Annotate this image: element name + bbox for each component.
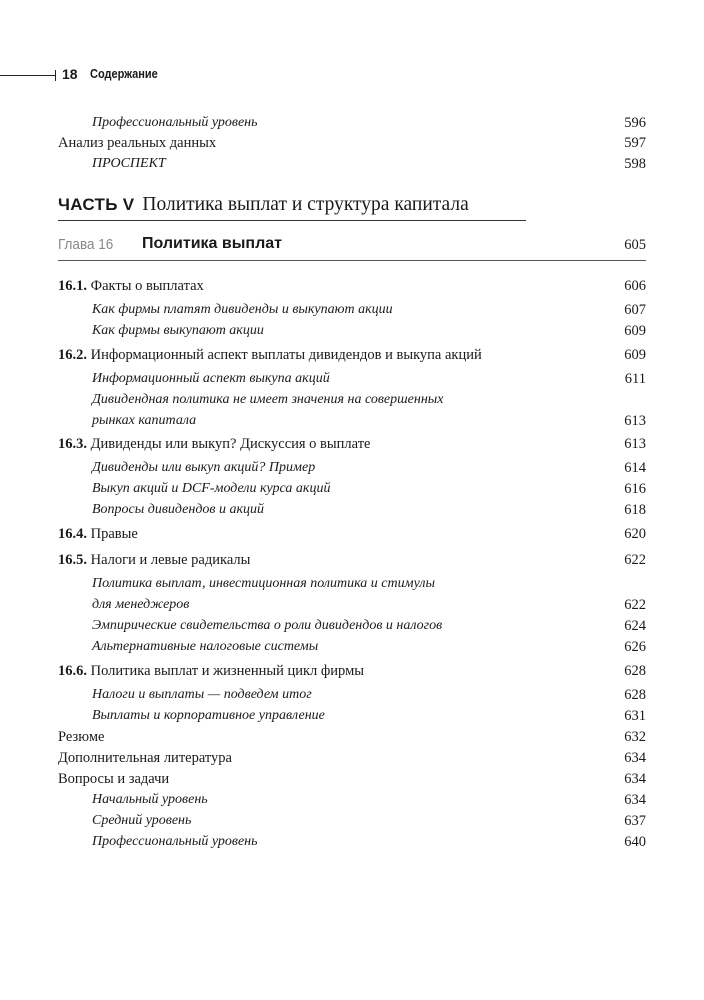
toc-entry-title: [92, 113, 258, 133]
entry-text: Средний уровень: [92, 813, 192, 828]
section-number: 16.1.: [58, 278, 87, 294]
section-number: 16.6.: [58, 663, 87, 679]
toc-subentry: [58, 369, 646, 389]
entry-text: Дополнительная литература: [58, 750, 232, 766]
toc-entry-title: [92, 574, 435, 594]
toc-entry-page: 613: [624, 436, 646, 452]
toc-entry-title: [92, 154, 166, 174]
toc-entry-title: [58, 748, 232, 768]
toc-entry-title: [58, 276, 204, 296]
toc-entry-page: 622: [624, 552, 646, 568]
entry-text: Как фирмы платят дивиденды и выкупают акции: [92, 302, 393, 317]
toc-subentry: [58, 832, 646, 852]
toc-entry-title: [58, 434, 370, 454]
entry-text: Как фирмы выкупают акции: [92, 323, 264, 338]
part-label: ЧАСТЬ V: [58, 195, 135, 214]
toc-entry-title: [92, 595, 189, 615]
toc-entry-page: 626: [624, 639, 646, 655]
toc-subentry: [58, 479, 646, 499]
entry-text: Дивидендная политика не имеет значения на совершенных: [92, 392, 444, 407]
running-head-rule: [0, 75, 55, 76]
toc-subentry: [58, 154, 646, 174]
toc-subentry: [58, 458, 646, 478]
toc-entry-page: 606: [624, 278, 646, 294]
toc-entry-page: 628: [624, 687, 646, 703]
toc-entry-page: 618: [624, 502, 646, 518]
entry-text: Вопросы и задачи: [58, 771, 170, 787]
toc-entry-title: [92, 685, 312, 705]
toc-entry-page: 609: [624, 323, 646, 339]
entry-text: Резюме: [58, 729, 105, 745]
part-heading: [58, 194, 469, 220]
running-head-tick: [55, 70, 56, 81]
toc-entry-title: [92, 369, 330, 389]
entry-text: Альтернативные налоговые системы: [92, 639, 319, 654]
entry-text: Дивиденды или выкуп? Дискуссия о выплате: [90, 436, 371, 452]
toc-entry: [58, 661, 646, 681]
entry-text: Политика выплат, инвестиционная политика и стимулы: [92, 576, 435, 591]
toc-entry-page: 614: [624, 460, 646, 476]
toc-entry-page: 597: [624, 135, 646, 151]
toc-entry-page: 631: [624, 708, 646, 724]
section-number: 16.3.: [58, 436, 87, 452]
toc-entry: [58, 345, 646, 365]
toc-entry-title: [58, 524, 138, 544]
entry-text: Профессиональный уровень: [92, 834, 258, 849]
entry-text: для менеджеров: [92, 597, 190, 612]
entry-text: Политика выплат и жизненный цикл фирмы: [90, 663, 365, 679]
entry-text: Информационный аспект выкупа акций: [92, 371, 330, 386]
toc-entry-page: 634: [624, 771, 646, 787]
toc-entry-title: [92, 411, 196, 431]
toc-subentry: [58, 411, 646, 431]
part-title: Политика выплат и структура капитала: [142, 194, 469, 215]
page-number: 18: [62, 66, 78, 82]
toc-subentry: [58, 113, 646, 133]
entry-text: Дивиденды или выкуп акций? Пример: [92, 460, 316, 475]
entry-text: ПРОСПЕКТ: [92, 156, 166, 171]
toc-entry-page: 637: [624, 813, 646, 829]
entry-text: рынках капитала: [92, 413, 197, 428]
toc-entry-title: [58, 345, 482, 365]
toc-subentry: [58, 811, 646, 831]
section-number: 16.4.: [58, 526, 87, 542]
entry-text: Начальный уровень: [92, 792, 208, 807]
toc-entry-page: 632: [624, 729, 646, 745]
toc-entry-title: [58, 769, 169, 789]
toc-entry-page: 622: [624, 597, 646, 613]
entry-text: Информационный аспект выплаты дивидендов и выкупа акций: [90, 347, 482, 363]
toc-entry: [58, 276, 646, 296]
toc-entry-title: [92, 637, 318, 657]
toc-entry-title: [92, 300, 393, 320]
toc-entry: [58, 727, 646, 747]
toc-entry-page: 607: [624, 302, 646, 318]
entry-text: Факты о выплатах: [90, 278, 204, 294]
toc-subentry: [58, 595, 646, 615]
toc-subentry: [58, 790, 646, 810]
toc-entry-title: [58, 727, 104, 747]
toc-entry: [58, 524, 646, 544]
running-head-section: Содержание: [90, 67, 158, 81]
toc-entry-title: [58, 133, 216, 153]
toc-entry: [58, 748, 646, 768]
toc-entry-page: 634: [624, 750, 646, 766]
toc-subentry: [58, 685, 646, 705]
entry-text: Вопросы дивидендов и акций: [92, 502, 265, 517]
toc-entry-title: [92, 832, 258, 852]
entry-text: Эмпирические свидетельства о роли дивидендов и налогов: [92, 618, 443, 633]
entry-text: Выплаты и корпоративное управление: [92, 708, 325, 723]
toc-entry-page: 613: [624, 413, 646, 429]
entry-text: Налоги и левые радикалы: [90, 552, 251, 568]
toc-entry-title: [92, 811, 191, 831]
toc-entry-page: 628: [624, 663, 646, 679]
section-number: 16.2.: [58, 347, 87, 363]
toc-entry-page: 598: [624, 156, 646, 172]
toc-entry-title: [92, 500, 264, 520]
toc-entry-title: [92, 390, 443, 410]
section-number: 16.5.: [58, 552, 87, 568]
toc-subentry: [58, 637, 646, 657]
toc-entry-title: [58, 661, 364, 681]
toc-entry-title: [92, 706, 325, 726]
toc-entry-title: [92, 321, 264, 341]
toc-subentry: [58, 321, 646, 341]
toc-entry: [58, 434, 646, 454]
toc-entry-page: 624: [624, 618, 646, 634]
toc-subentry: [58, 574, 646, 594]
entry-text: Правые: [90, 526, 138, 542]
entry-text: Налоги и выплаты — подведем итог: [92, 687, 312, 702]
toc-entry: [58, 133, 646, 153]
toc-entry: [58, 550, 646, 570]
toc-entry-page: 609: [624, 347, 646, 363]
chapter-title: Политика выплат: [142, 235, 282, 252]
chapter-page: 605: [624, 237, 646, 253]
entry-text: Профессиональный уровень: [92, 115, 258, 130]
toc-subentry: [58, 616, 646, 636]
entry-text: Анализ реальных данных: [58, 135, 217, 151]
toc-subentry: [58, 706, 646, 726]
toc-entry-page: 640: [624, 834, 646, 850]
toc-entry: [58, 769, 646, 789]
toc-subentry: [58, 300, 646, 320]
toc-subentry: [58, 390, 646, 410]
chapter-rule: [58, 260, 646, 261]
part-underline: [58, 220, 526, 221]
toc-subentry: [58, 500, 646, 520]
toc-entry-page: 611: [624, 371, 646, 387]
toc-entry-page: 616: [624, 481, 646, 497]
entry-text: Выкуп акций и DCF-модели курса акций: [92, 481, 331, 496]
toc-entry-page: 620: [624, 526, 646, 542]
toc-entry-page: 634: [624, 792, 646, 808]
toc-entry-page: 596: [624, 115, 646, 131]
toc-entry-title: [92, 616, 442, 636]
toc-entry-title: [92, 479, 330, 499]
toc-entry-title: [58, 550, 250, 570]
chapter-heading: [58, 235, 646, 259]
toc-entry-title: [92, 458, 315, 478]
toc-entry-title: [92, 790, 208, 810]
chapter-label: Глава 16: [58, 236, 114, 253]
